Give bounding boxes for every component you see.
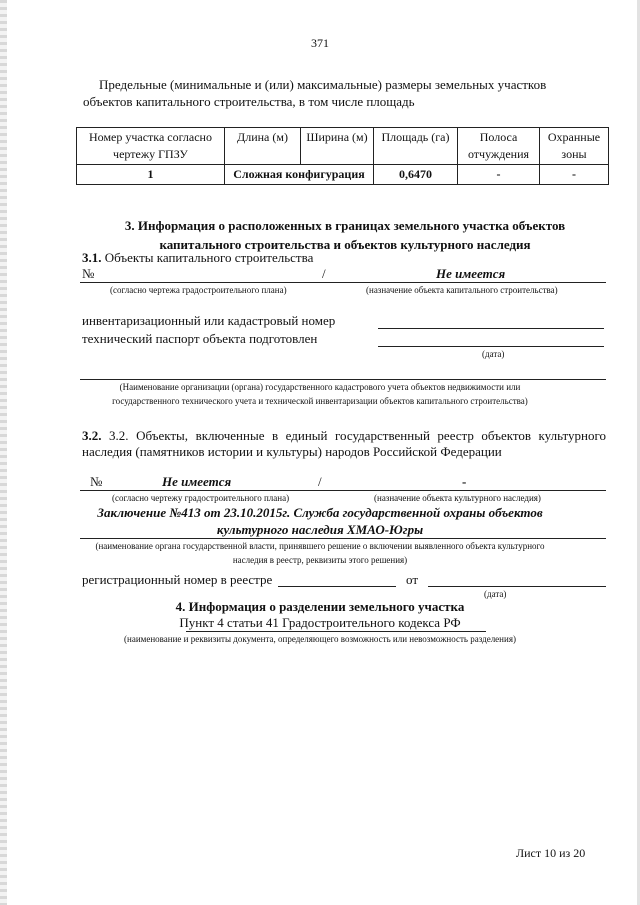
- authority-line: [80, 538, 606, 539]
- tech-passport-date-line: [378, 346, 604, 347]
- authority-caption-2: наследия в реестр, реквизиты этого решения): [232, 555, 408, 565]
- cell-exclusion-strip: -: [458, 165, 540, 185]
- sheet-number: Лист 10 из 20: [516, 846, 586, 860]
- tech-passport-date-caption: (дата): [482, 349, 505, 359]
- registration-date-caption: (дата): [484, 589, 507, 599]
- organization-line: [80, 379, 606, 380]
- section-4-title: 4. Информация о разделении земельного участка: [175, 599, 465, 614]
- registration-number-label: регистрационный номер в реестре: [82, 572, 273, 587]
- subsection-3-1-number: 3.1.: [82, 250, 102, 265]
- section-4-value: Пункт 4 статьи 41 Градостроительного кодекса РФ: [179, 615, 461, 630]
- tech-passport-label: технический паспорт объекта подготовлен: [82, 331, 318, 346]
- header-length: Длина (м): [225, 128, 301, 165]
- capital-caption-left: (согласно чертежа градостроительного плана): [110, 285, 287, 295]
- header-area: Площадь (га): [374, 128, 458, 165]
- subsection-3-1: [82, 250, 313, 266]
- section-3-title: 3. Информация о расположенных в границах земельного участка объектов капитального строительства и объектов культурного наследия: [124, 218, 566, 252]
- section-3-2-line-2: наследия (памятников истории и культуры) народов Российской Федерации: [82, 444, 502, 459]
- authority-caption-1: (наименование органа государственной власти, принявшего решение о включении выявленного объекта культурного: [95, 541, 545, 551]
- capital-caption-right: (назначение объекта капитального строительства): [366, 285, 558, 295]
- heritage-slash: /: [318, 474, 322, 489]
- subsection-3-1-text: Объекты капитального строительства: [104, 250, 314, 265]
- scan-edge-left: [0, 0, 7, 905]
- table-header-row: [77, 128, 609, 165]
- heritage-caption-left: (согласно чертежу градостроительного плана): [112, 493, 290, 503]
- page-number: 371: [311, 36, 329, 50]
- conclusion-line-2: культурного наследия ХМАО-Югры: [216, 522, 424, 537]
- heritage-purpose-dash: -: [462, 474, 467, 489]
- capital-slash: /: [322, 266, 326, 281]
- intro-line-1: Предельные (минимальные и (или) максимальные) размеры земельных участков: [99, 77, 547, 92]
- cell-plot-number: 1: [77, 165, 225, 185]
- registration-from-label: от: [406, 572, 419, 587]
- organization-caption-2: государственного технического учета и технической инвентаризации объектов капитального строительства): [112, 396, 528, 406]
- section-3-2-text: 3.2. Объекты, включенные в единый государственный реестр объектов культурного: [109, 428, 606, 443]
- registration-date-line: [428, 586, 606, 587]
- inventory-number-line: [378, 328, 604, 329]
- heritage-caption-right: (назначение объекта культурного наследия): [374, 493, 541, 503]
- section-4-caption: (наименование и реквизиты документа, определяющего возможность или невозможность разделения): [124, 634, 516, 644]
- dimensions-table: [76, 127, 609, 185]
- header-exclusion-strip: Полоса отчуждения: [458, 128, 540, 165]
- capital-objects-value: Не имеется: [436, 266, 506, 281]
- cell-configuration: Сложная конфигурация: [225, 165, 374, 185]
- organization-caption-1: (Наименование организации (органа) государственного кадастрового учета объектов недвижимости или: [119, 382, 521, 392]
- intro-line-2: объектов капитального строительства, в том числе площадь: [83, 94, 415, 109]
- conclusion-line-1: Заключение №413 от 23.10.2015г. Служба государственной охраны объектов: [97, 505, 543, 520]
- capital-number-sign: №: [82, 266, 95, 281]
- cell-protected-zones: -: [540, 165, 609, 185]
- registration-number-line: [278, 586, 396, 587]
- table-row: [77, 165, 609, 185]
- heritage-line: [80, 490, 606, 491]
- header-protected-zones: Охранные зоны: [540, 128, 609, 165]
- cell-area: 0,6470: [374, 165, 458, 185]
- header-plot-number: Номер участка согласно чертежу ГПЗУ: [77, 128, 225, 165]
- capital-objects-line: [80, 282, 606, 283]
- heritage-number-sign: №: [90, 474, 103, 489]
- section-3-2-line-1: 3.2. 3.2. Объекты, включенные в единый государственный реестр объектов культурного: [82, 428, 606, 443]
- section-4-line: [186, 631, 486, 632]
- inventory-number-label: инвентаризационный или кадастровый номер: [82, 313, 336, 328]
- heritage-value: Не имеется: [162, 474, 232, 489]
- header-width: Ширина (м): [301, 128, 374, 165]
